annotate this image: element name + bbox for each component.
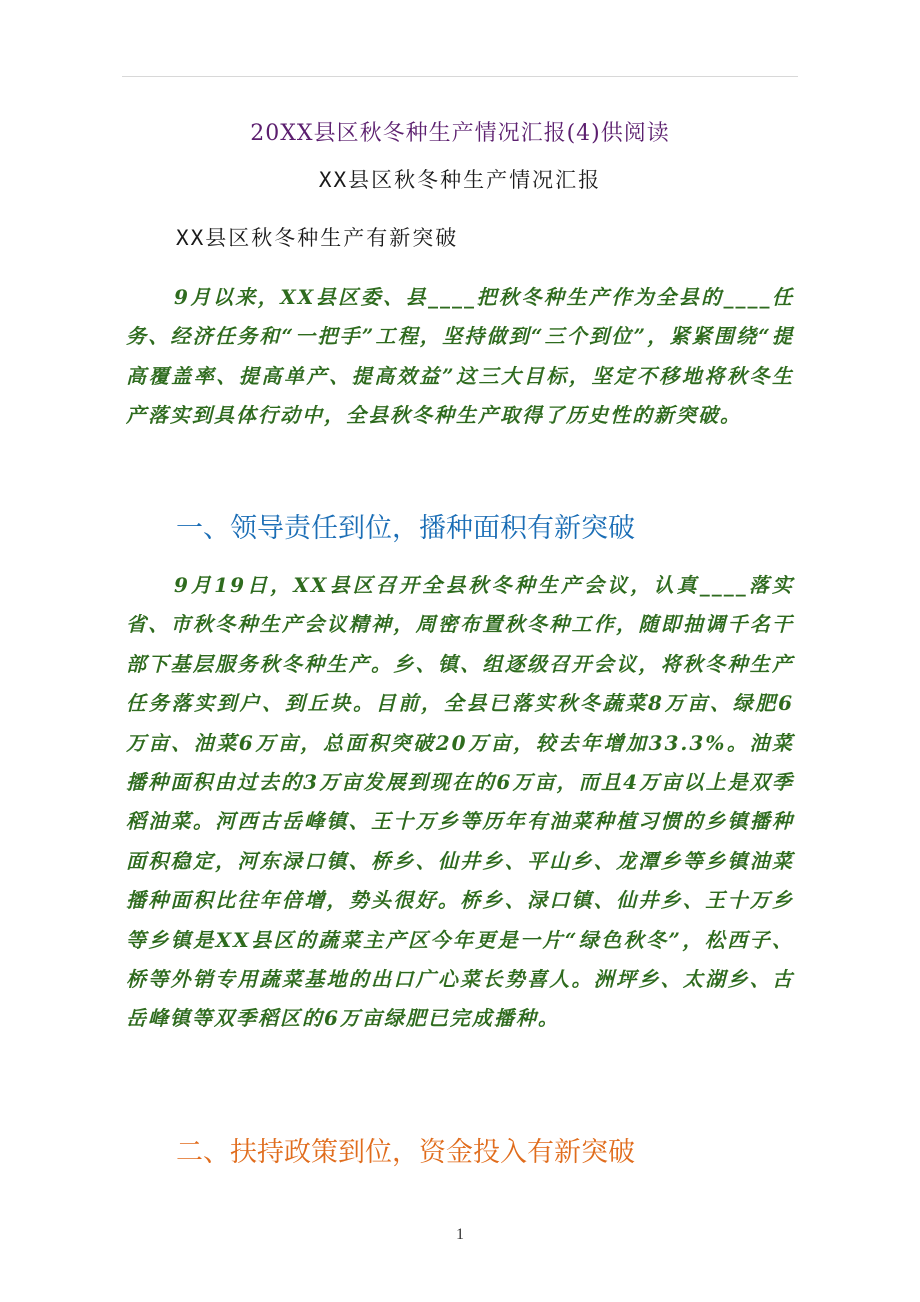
section-1-paragraph: 9月19日，XX县区召开全县秋冬种生产会议，认真____落实省、市秋冬种生产会议精神，周密布置秋冬种工作，随即抽调千名干部下基层服务秋冬种生产。乡、镇、组逐级召开会议，将秋冬种生产任务落实到户、到丘块。目前，全县已落实秋冬蔬菜8万亩、绿肥6万亩、油菜6万亩，总面积突破20万亩，较去年增加33.3%。油菜播种面积由过去的3万亩发展到现在的6万亩，而且4万亩以上是双季稻油菜。河西古岳峰镇、王十万乡等历年有油菜种植习惯的乡镇播种面积稳定，河东渌口镇、桥乡、仙井乡、平山乡、龙潭乡等乡镇油菜播种面积比往年倍增，势头很好。桥乡、渌口镇、仙井乡、王十万乡等乡镇是XX县区的蔬菜主产区今年更是一片“绿色秋冬”，松西子、桥等外销专用蔬菜基地的出口广心菜长势喜人。洲坪乡、太湖乡、古岳峰镇等双季稻区的6万亩绿肥已完成播种。 (126, 573, 794, 1031)
header-rule (122, 76, 798, 77)
document-title: 20XX县区秋冬种生产情况汇报(4)供阅读 (250, 121, 670, 146)
section-heading-2: 二、扶持政策到位，资金投入有新突破 (176, 1137, 635, 1168)
section-heading-1: 一、领导责任到位，播种面积有新突破 (176, 513, 635, 544)
intro-paragraph: 9月以来，XX县区委、县____把秋冬种生产作为全县的____任务、经济任务和“一把手”工程，坚持做到“三个到位”，紧紧围绕“提高覆盖率、提高单产、提高效益”这三大目标，坚定不移地将秋冬生产落实到具体行动中，全县秋冬种生产取得了历史性的新突破。 (126, 285, 794, 428)
document-subtitle: XX县区秋冬种生产情况汇报 (318, 168, 602, 192)
lead-line: XX县区秋冬种生产有新突破 (176, 226, 459, 250)
page-number: 1 (456, 1226, 464, 1243)
